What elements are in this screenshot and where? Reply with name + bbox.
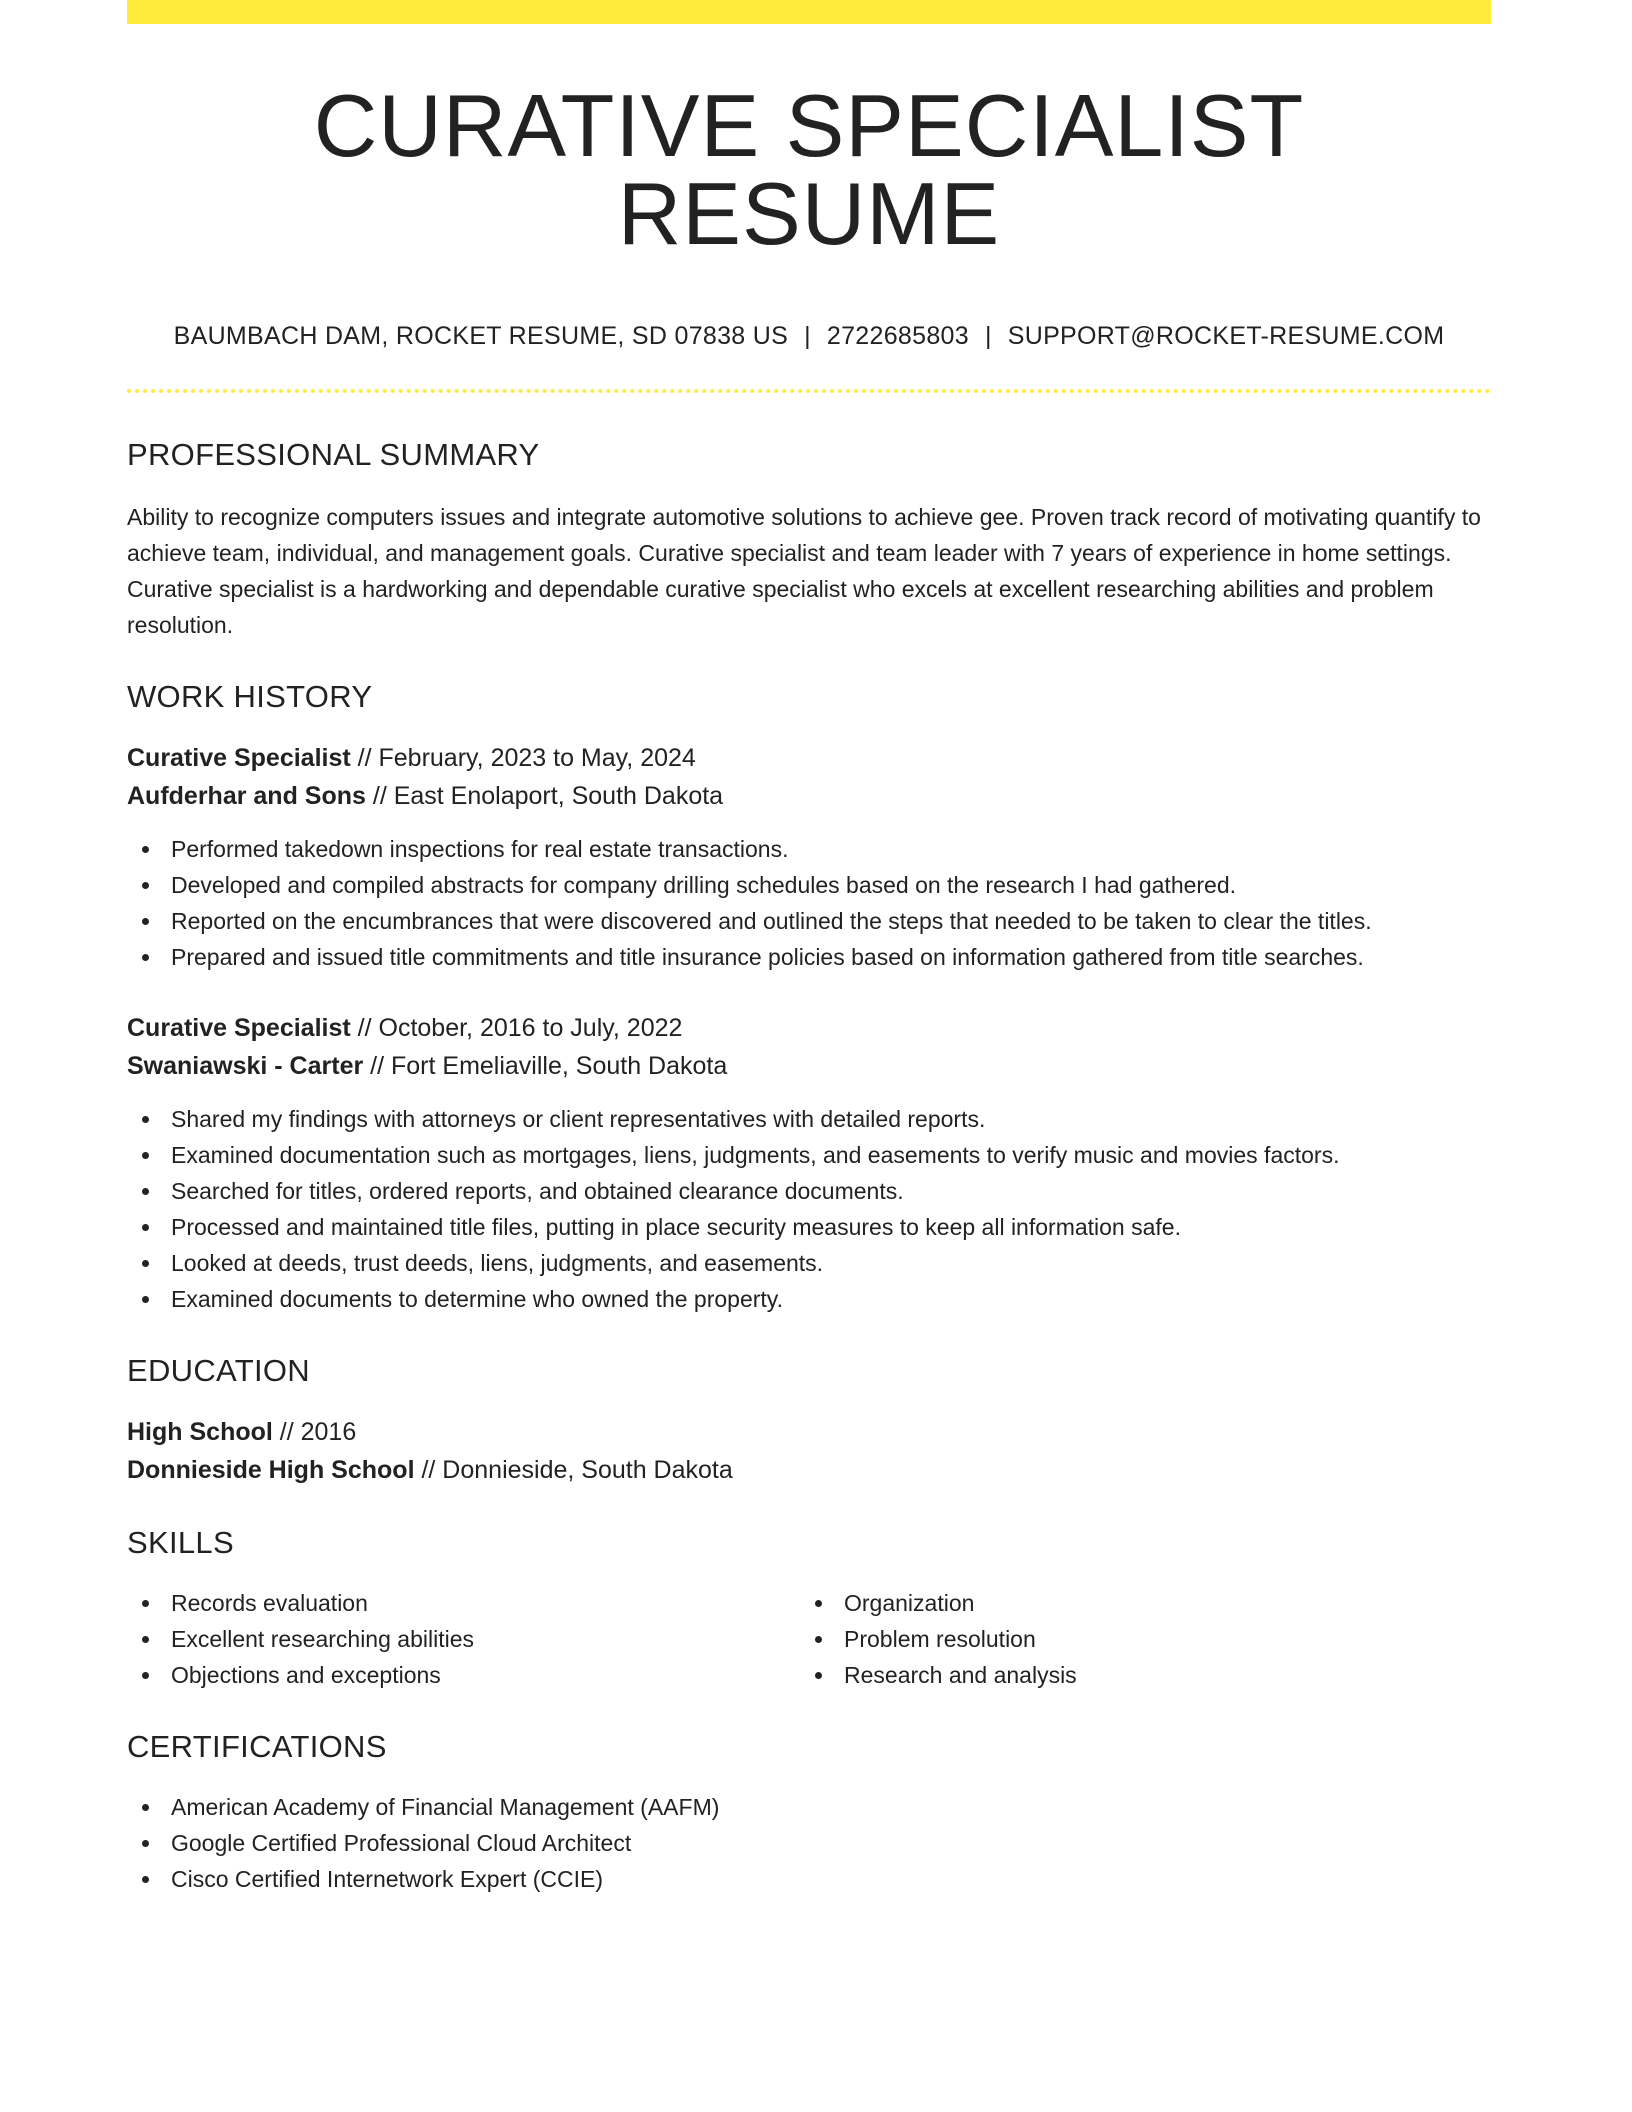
skills-section [127, 1525, 1491, 1693]
list-item: Problem resolution [800, 1621, 1473, 1657]
education-heading: EDUCATION [127, 1353, 310, 1388]
education-school: Donnieside High School [127, 1456, 415, 1484]
job-company: Swaniawski - Carter [127, 1052, 364, 1080]
job-dates: // February, 2023 to May, 2024 [350, 744, 696, 772]
job-dates: // October, 2016 to July, 2022 [350, 1014, 683, 1042]
work-history-section [127, 679, 1491, 1317]
summary-text: Ability to recognize computers issues and integrate automotive solutions to achieve gee. Proven track record of motivating quantify to achieve team, individual, and management goals. Curative specialist and team leader with 7 years of experience in home settings. Curative specialist is a hardworking and dependable curative specialist who excels at excellent researching abilities and problem resolution. [127, 504, 1481, 638]
job-location: // Fort Emeliaville, South Dakota [363, 1052, 728, 1080]
skills-right-column [800, 1585, 1473, 1693]
job-role: Curative Specialist [127, 744, 351, 772]
job-company-line [127, 777, 1491, 815]
education-year: // 2016 [272, 1418, 357, 1446]
work-history-heading: WORK HISTORY [127, 679, 373, 714]
skills-grid [127, 1585, 1491, 1693]
job-role: Curative Specialist [127, 1014, 351, 1042]
list-item: Google Certified Professional Cloud Architect [127, 1825, 1491, 1861]
list-item: Objections and exceptions [127, 1657, 800, 1693]
job-company-line [127, 1047, 1491, 1085]
contact-separator: | [804, 322, 811, 350]
job-location: // East Enolaport, South Dakota [365, 782, 724, 810]
list-item: American Academy of Financial Management (AAFM) [127, 1789, 1491, 1825]
list-item: Examined documentation such as mortgages, liens, judgments, and easements to verify music and movies factors. [127, 1137, 1491, 1173]
list-item: Prepared and issued title commitments and title insurance policies based on information gathered from title searches. [127, 939, 1491, 975]
education-location: // Donnieside, South Dakota [414, 1456, 733, 1484]
education-degree-line [127, 1413, 1491, 1451]
list-item: Performed takedown inspections for real estate transactions. [127, 831, 1491, 867]
summary-heading: PROFESSIONAL SUMMARY [127, 437, 540, 472]
contact-separator: | [984, 322, 992, 350]
resume-title: CURATIVE SPECIALIST RESUME [313, 76, 1305, 263]
skills-left-column [127, 1585, 800, 1693]
certifications-heading: CERTIFICATIONS [127, 1729, 387, 1764]
job-title-line [127, 739, 1491, 777]
contact-line [127, 322, 1491, 351]
list-item: Developed and compiled abstracts for company drilling schedules based on the research I had gathered. [127, 867, 1491, 903]
list-item: Records evaluation [127, 1585, 800, 1621]
job-company: Aufderhar and Sons [127, 782, 366, 810]
contact-phone: 2722685803 [826, 322, 969, 350]
job-entry [127, 1009, 1491, 1317]
education-section [127, 1353, 1491, 1489]
skills-heading: SKILLS [127, 1525, 234, 1560]
job-bullets [127, 831, 1491, 975]
accent-top-bar [127, 0, 1491, 24]
job-title-line [127, 1009, 1491, 1047]
education-entry [127, 1413, 1491, 1489]
list-item: Processed and maintained title files, putting in place security measures to keep all information safe. [127, 1209, 1491, 1245]
list-item: Excellent researching abilities [127, 1621, 800, 1657]
resume-page [127, 0, 1491, 1897]
job-entry [127, 739, 1491, 975]
contact-address: BAUMBACH DAM, ROCKET RESUME, SD 07838 US [173, 322, 789, 350]
education-degree: High School [127, 1418, 273, 1446]
list-item: Organization [800, 1585, 1473, 1621]
list-item: Research and analysis [800, 1657, 1473, 1693]
list-item: Reported on the encumbrances that were discovered and outlined the steps that needed to be taken to clear the titles. [127, 903, 1491, 939]
contact-email: SUPPORT@ROCKET-RESUME.COM [1007, 322, 1445, 350]
certifications-list [127, 1789, 1491, 1897]
job-bullets [127, 1101, 1491, 1317]
dotted-divider [127, 389, 1491, 393]
education-school-line [127, 1451, 1491, 1489]
list-item: Shared my findings with attorneys or client representatives with detailed reports. [127, 1101, 1491, 1137]
certifications-section [127, 1729, 1491, 1897]
list-item: Searched for titles, ordered reports, and obtained clearance documents. [127, 1173, 1491, 1209]
list-item: Looked at deeds, trust deeds, liens, judgments, and easements. [127, 1245, 1491, 1281]
list-item: Cisco Certified Internetwork Expert (CCIE) [127, 1861, 1491, 1897]
list-item: Examined documents to determine who owned the property. [127, 1281, 1491, 1317]
